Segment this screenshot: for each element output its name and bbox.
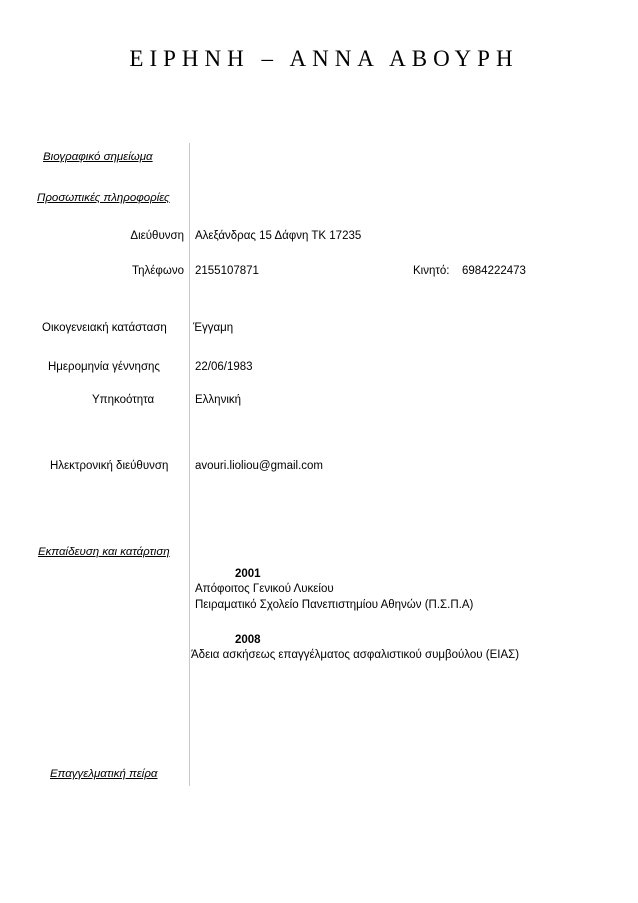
experience-heading: Επαγγελματική πείρα — [50, 768, 158, 780]
education-line: Άδεια ασκήσεως επαγγέλματος ασφαλιστικού συμβούλου (ΕΙΑΣ) — [191, 649, 520, 661]
cv-heading: Βιογραφικό σημείωμα — [43, 151, 153, 163]
email-value: avouri.lioliou@gmail.com — [195, 460, 323, 472]
mobile-value: 6984222473 — [462, 265, 526, 277]
page-title: ΕΙΡΗΝΗ – ΑΝΝΑ ΑΒΟΥΡΗ — [129, 46, 519, 71]
birth-value: 22/06/1983 — [195, 361, 253, 373]
personal-info-heading: Προσωπικές πληροφορίες — [37, 192, 170, 204]
marital-label: Οικογενειακή κατάσταση — [42, 322, 167, 334]
nationality-value: Ελληνική — [195, 394, 242, 406]
education-year: 2001 — [235, 568, 261, 580]
phone-value: 2155107871 — [195, 265, 259, 277]
marital-value: Έγγαμη — [193, 322, 234, 334]
email-label: Ηλεκτρονική διεύθυνση — [50, 460, 169, 472]
address-label: Διεύθυνση — [130, 230, 184, 242]
mobile-label: Κινητό: — [413, 265, 450, 277]
education-line: Πειραματικό Σχολείο Πανεπιστημίου Αθηνών (Π.Σ.Π.Α) — [195, 599, 474, 611]
education-line: Απόφοιτος Γενικού Λυκείου — [195, 583, 334, 595]
phone-label: Τηλέφωνο — [131, 265, 184, 277]
address-value: Αλεξάνδρας 15 Δάφνη ΤΚ 17235 — [195, 230, 362, 242]
education-year: 2008 — [235, 634, 261, 646]
column-divider — [189, 143, 190, 786]
birth-label: Ημερομηνία γέννησης — [48, 361, 160, 373]
education-heading: Εκπαίδευση και κατάρτιση — [38, 546, 170, 558]
nationality-label: Υπηκοότητα — [92, 394, 155, 406]
